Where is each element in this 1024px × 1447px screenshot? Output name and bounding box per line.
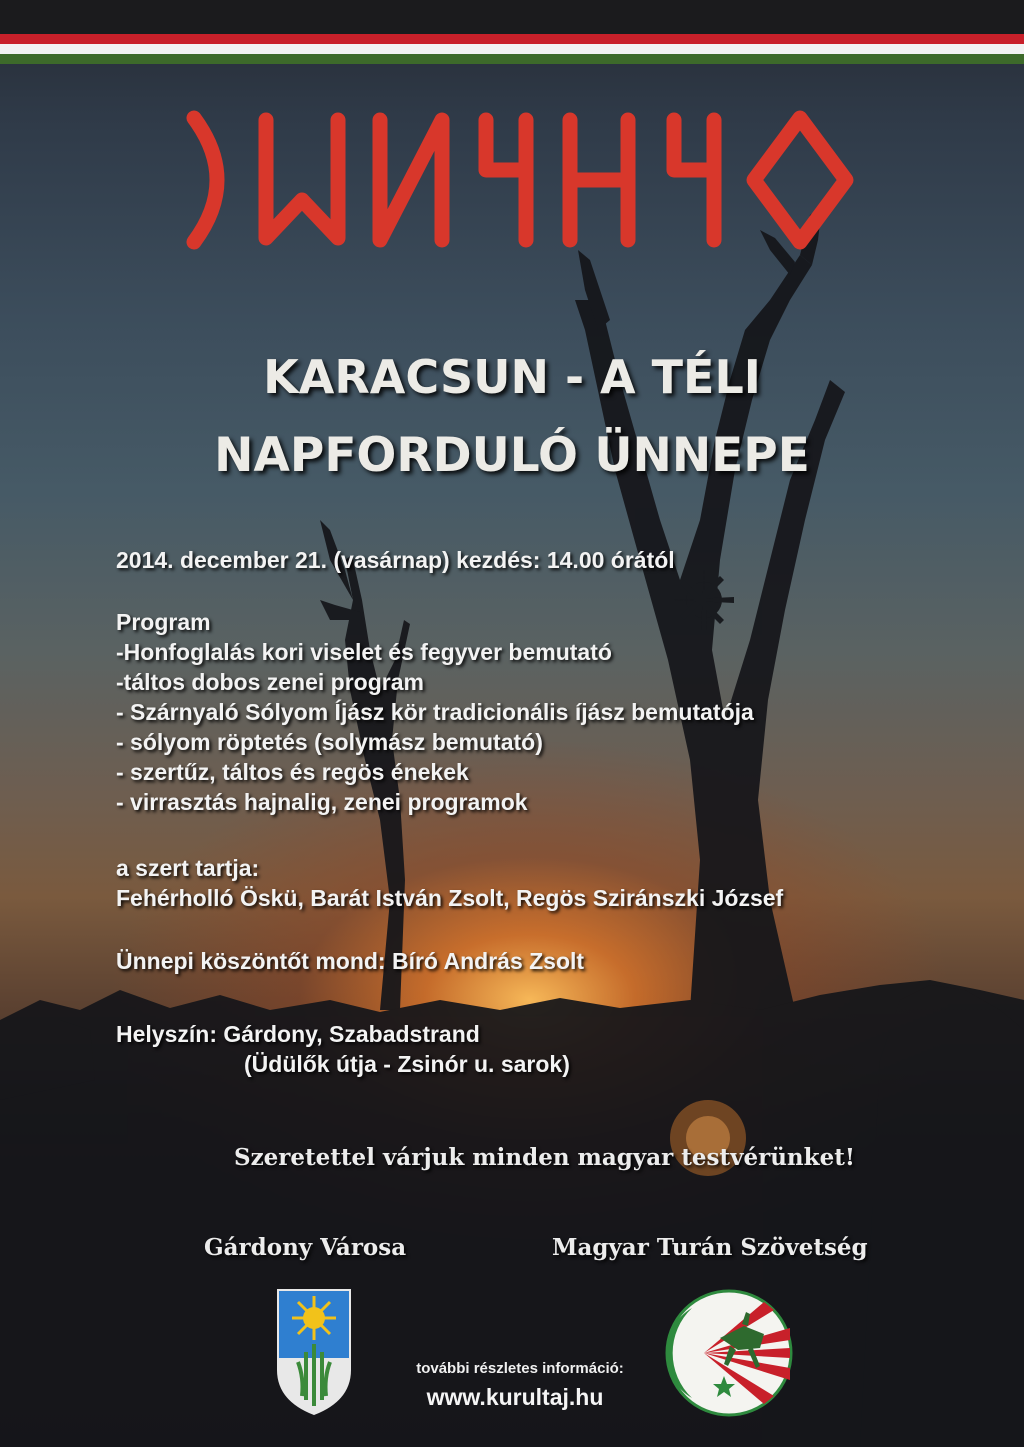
more-info-label: további részletes információ: bbox=[416, 1360, 624, 1377]
program-item: -Honfoglalás kori viselet és fegyver bemutató bbox=[116, 639, 612, 665]
location-line-1: Helyszín: Gárdony, Szabadstrand bbox=[116, 1021, 480, 1047]
rovas-runic-title-icon bbox=[180, 100, 860, 260]
hosts-names: Fehérholló Öskü, Barát István Zsolt, Regös Sziránszki József bbox=[116, 885, 784, 911]
hosts-section bbox=[116, 853, 783, 913]
program-section bbox=[116, 607, 754, 817]
program-item: -táltos dobos zenei program bbox=[116, 669, 424, 695]
hosts-heading: a szert tartja: bbox=[116, 855, 260, 881]
date-time-line: 2014. december 21. (vasárnap) kezdés: 14.00 órától bbox=[116, 547, 675, 573]
website-link[interactable]: www.kurultaj.hu bbox=[426, 1384, 604, 1410]
program-item: - sólyom röptetés (solymász bemutató) bbox=[116, 729, 543, 755]
program-heading: Program bbox=[116, 609, 211, 635]
program-item: - virrasztás hajnalig, zenei programok bbox=[116, 789, 528, 815]
program-item: - Szárnyaló Sólyom Íjász kör tradicionális íjász bemutatója bbox=[116, 699, 754, 725]
event-title-line-2: NAPFORDULÓ ÜNNEPE bbox=[214, 428, 810, 483]
organizer-turan: Magyar Turán Szövetség bbox=[552, 1234, 868, 1261]
gardony-coat-of-arms-icon bbox=[276, 1288, 352, 1416]
turan-association-emblem-icon bbox=[664, 1288, 794, 1418]
location-line-2: (Üdülők útja - Zsinór u. sarok) bbox=[244, 1051, 570, 1077]
program-item: - szertűz, táltos és regös énekek bbox=[116, 759, 469, 785]
location-section bbox=[116, 1019, 570, 1079]
greeting-line: Ünnepi köszöntőt mond: Bíró András Zsolt bbox=[116, 948, 585, 974]
organizer-gardony: Gárdony Városa bbox=[204, 1234, 407, 1261]
event-title-line-1: KARACSUN - A TÉLI bbox=[263, 350, 761, 404]
welcome-message: Szeretettel várjuk minden magyar testvérünket! bbox=[234, 1144, 855, 1171]
